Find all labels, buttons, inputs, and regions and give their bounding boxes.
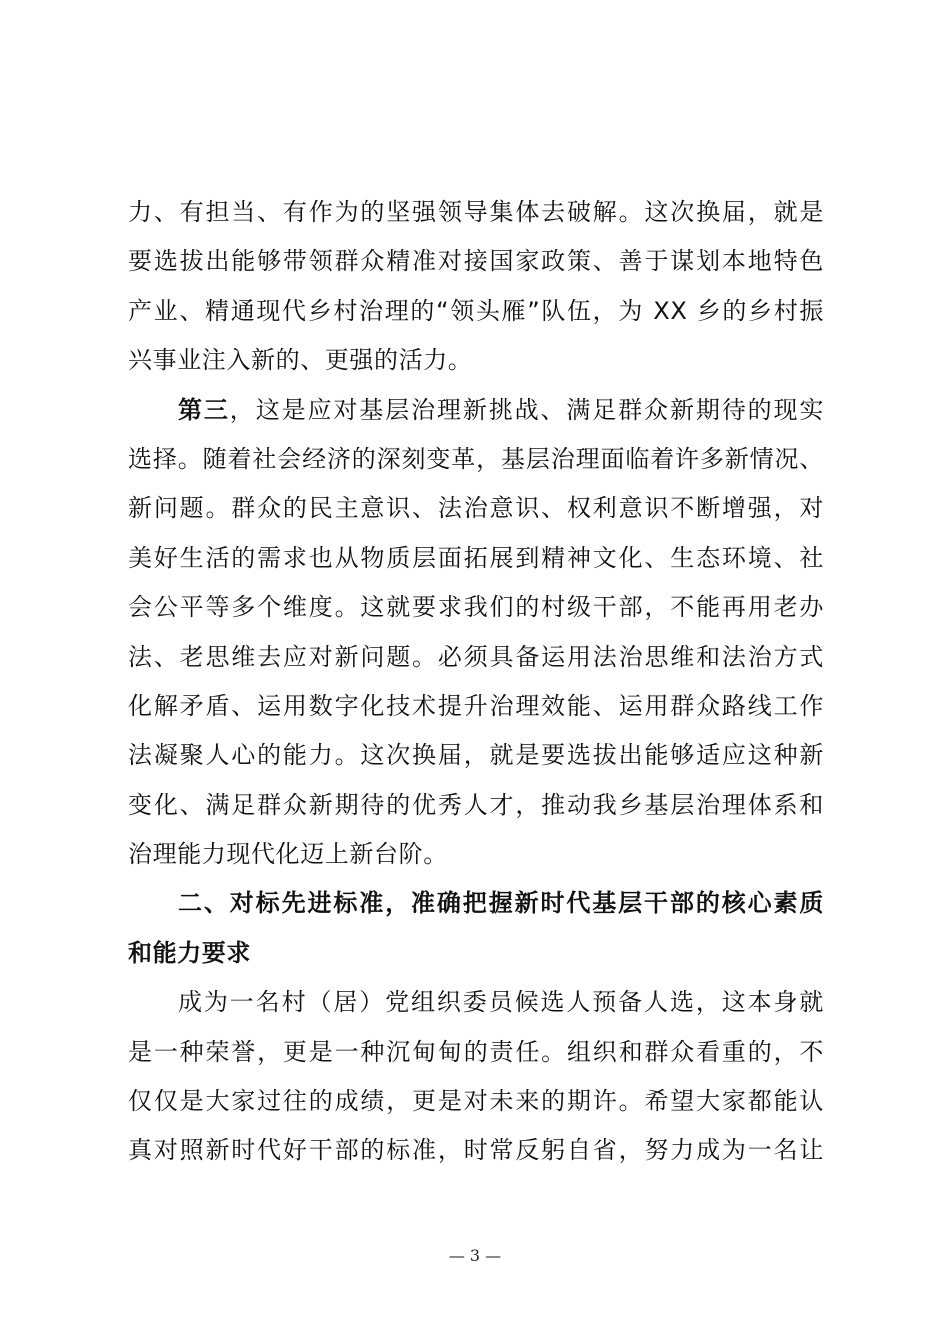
paragraph-lead: 第三 [178,395,230,424]
text-line: 美好生活的需求也从物质层面拓展到精神文化、生态环境、社 [128,543,824,572]
text-line: 真对照新时代好干部的标准，时常反躬自省，努力成为一名让 [128,1136,824,1165]
text-line-content: ，这是应对基层治理新挑战、满足群众新期待的现实 [229,395,824,424]
text-line: 变化、满足群众新期待的优秀人才，推动我乡基层治理体系和 [128,790,824,819]
text-line: 产业、精通现代乡村治理的“领头雁”队伍，为 XX 乡的乡村振 [128,296,824,325]
text-line [128,386,824,435]
text-line: 要选拔出能够带领群众精准对接国家政策、善于谋划本地特色 [128,247,824,276]
text-line: 兴事业注入新的、更强的活力。 [128,346,473,375]
body-text [128,188,824,1176]
text-line: 会公平等多个维度。这就要求我们的村级干部，不能再用老办 [128,593,824,622]
text-line: 法、老思维去应对新问题。必须具备运用法治思维和法治方式 [128,642,824,671]
text-line: 成为一名村（居）党组织委员候选人预备人选，这本身就 [178,988,824,1017]
page-number: — 3 — [448,1246,502,1265]
section-heading: 二、对标先进标准，准确把握新时代基层干部的核心素质 [178,889,824,918]
text-line: 是一种荣誉，更是一种沉甸甸的责任。组织和群众看重的，不 [128,1037,824,1066]
text-line: 法凝聚人心的能力。这次换届，就是要选拔出能够适应这种新 [128,741,824,770]
text-line: 新问题。群众的民主意识、法治意识、权利意识不断增强，对 [128,494,824,523]
text-line: 选择。随着社会经济的深刻变革，基层治理面临着许多新情况、 [128,444,824,473]
text-line: 治理能力现代化迈上新台阶。 [128,840,448,869]
text-line: 化解矛盾、运用数字化技术提升治理效能、运用群众路线工作 [128,691,824,720]
section-heading: 和能力要求 [128,938,251,967]
text-line: 仅仅是大家过往的成绩，更是对未来的期许。希望大家都能认 [128,1087,824,1116]
text-line: 力、有担当、有作为的坚强领导集体去破解。这次换届，就是 [128,198,824,226]
